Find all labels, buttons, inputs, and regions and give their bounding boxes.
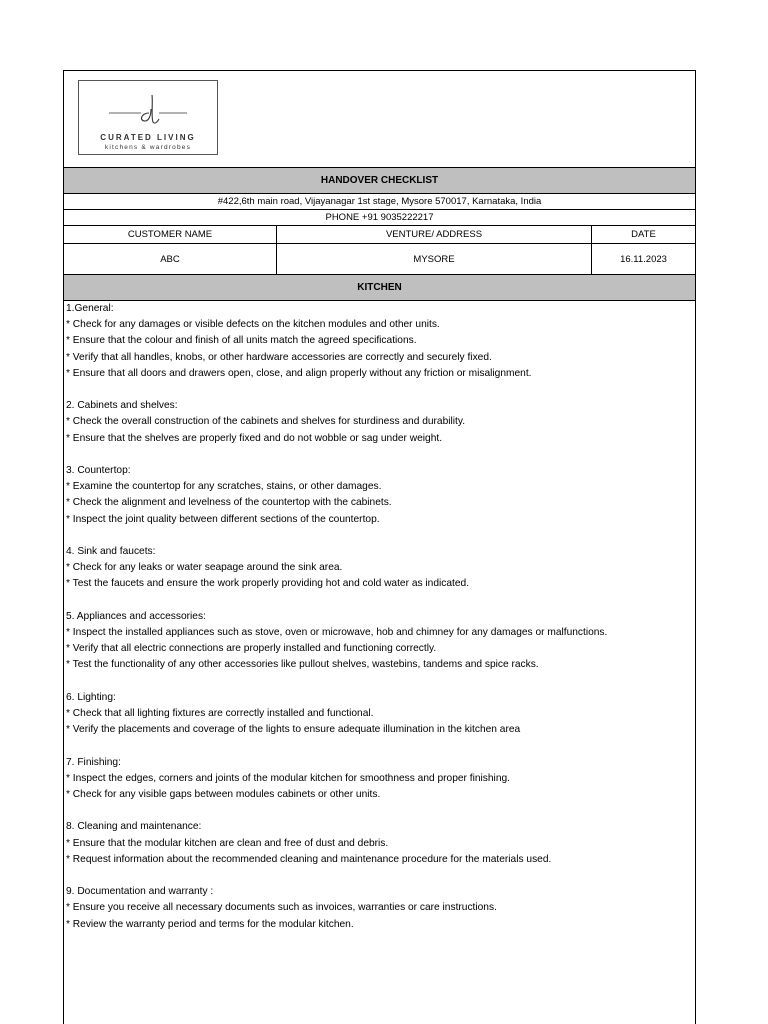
phone-row	[64, 209, 695, 225]
section-heading: 9. Documentation and warranty :	[66, 886, 214, 898]
checklist-section	[66, 398, 695, 447]
date-header: DATE	[591, 226, 695, 243]
checklist-section	[66, 884, 695, 933]
section-heading: 8. Cleaning and maintenance:	[66, 821, 202, 833]
customer-name-header: CUSTOMER NAME	[127, 229, 213, 240]
date-value: 16.11.2023	[591, 244, 695, 274]
section-heading: 1.General:	[66, 303, 114, 314]
checklist-item: * Inspect the joint quality between different sections of the countertop.	[66, 513, 380, 525]
logo-monogram-icon	[79, 87, 217, 131]
section-heading: 2. Cabinets and shelves:	[66, 400, 178, 412]
info-value-row	[64, 243, 695, 274]
company-address: #422,6th main road, Vijayanagar 1st stage, Mysore 570017, Karnataka, India	[217, 196, 542, 207]
checklist-item: * Verify the placements and coverage of the lights to ensure adequate illumination in the kitchen area	[66, 724, 521, 736]
checklist-item: * Check for any visible gaps between modules cabinets or other units.	[66, 789, 381, 800]
customer-name-value: ABC	[160, 253, 180, 265]
checklist-item: * Ensure that all doors and drawers open, close, and align properly without any friction or misalignment.	[66, 367, 532, 379]
checklist-section	[66, 690, 695, 739]
checklist-section	[66, 609, 695, 674]
checklist-item: * Test the faucets and ensure the work properly providing hot and cold water as indicated.	[66, 578, 470, 590]
section-heading: 7. Finishing:	[66, 756, 121, 768]
section-heading: 6. Lighting:	[66, 691, 116, 703]
checklist-item: * Ensure you receive all necessary documents such as invoices, warranties or care instructions.	[66, 902, 497, 914]
checklist-item: * Examine the countertop for any scratches, stains, or other damages.	[66, 481, 382, 493]
section-heading: 4. Sink and faucets:	[66, 546, 156, 557]
checklist-item: * Review the warranty period and terms for the modular kitchen.	[66, 918, 354, 930]
checklist-item: * Check for any leaks or water seapage around the sink area.	[66, 562, 343, 574]
info-header-row	[64, 225, 695, 243]
section-title-bar	[64, 274, 695, 300]
checklist-section	[66, 463, 695, 528]
checklist-section	[66, 544, 695, 593]
checklist-section	[66, 755, 695, 804]
checklist-item: * Inspect the installed appliances such as stove, oven or microwave, hob and chimney for any damages or malfunctions.	[66, 627, 608, 638]
checklist-item: * Check the overall construction of the cabinets and shelves for sturdiness and durability.	[66, 416, 466, 428]
company-logo	[78, 80, 218, 155]
checklist-item: * Ensure that the modular kitchen are clean and free of dust and debris.	[66, 837, 389, 849]
checklist-item: * Check that all lighting fixtures are correctly installed and functional.	[66, 708, 374, 719]
checklist-item: * Check for any damages or visible defects on the kitchen modules and other units.	[66, 319, 440, 331]
venture-address-value: MYSORE	[276, 244, 591, 274]
checklist-item: * Ensure that the shelves are properly fixed and do not wobble or sag under weight.	[66, 432, 443, 444]
checklist-section	[66, 301, 695, 382]
section-heading: 3. Countertop:	[66, 465, 131, 476]
logo-tagline: kitchens & wardrobes	[104, 144, 192, 151]
logo-area	[64, 71, 695, 167]
checklist-item: * Verify that all handles, knobs, or other hardware accessories are correctly and securely fixed.	[66, 351, 492, 363]
venture-address-header: VENTURE/ ADDRESS	[276, 226, 591, 243]
checklist-item: * Verify that all electric connections are properly installed and functioning correctly.	[66, 643, 437, 655]
checklist-item: * Test the functionality of any other accessories like pullout shelves, wastebins, tandems and spice racks.	[66, 659, 539, 671]
company-phone: PHONE +91 9035222217	[325, 212, 434, 223]
address-row	[64, 193, 695, 209]
title-bar	[64, 167, 695, 193]
checklist-sheet	[63, 70, 696, 1024]
checklist-item: * Check the alignment and levelness of the countertop with the cabinets.	[66, 497, 392, 509]
checklist-body	[64, 300, 695, 933]
checklist-item: * Inspect the edges, corners and joints of the modular kitchen for smoothness and proper finishing.	[66, 772, 510, 784]
logo-name: CURATED LIVING	[100, 133, 196, 142]
checklist-item: * Ensure that the colour and finish of all units match the agreed specifications.	[66, 335, 417, 347]
page-title: HANDOVER CHECKLIST	[320, 175, 439, 186]
section-title: KITCHEN	[357, 282, 402, 293]
section-heading: 5. Appliances and accessories:	[66, 610, 206, 622]
checklist-item: * Request information about the recommended cleaning and maintenance procedure for the materials used.	[66, 853, 552, 865]
checklist-section	[66, 819, 695, 868]
